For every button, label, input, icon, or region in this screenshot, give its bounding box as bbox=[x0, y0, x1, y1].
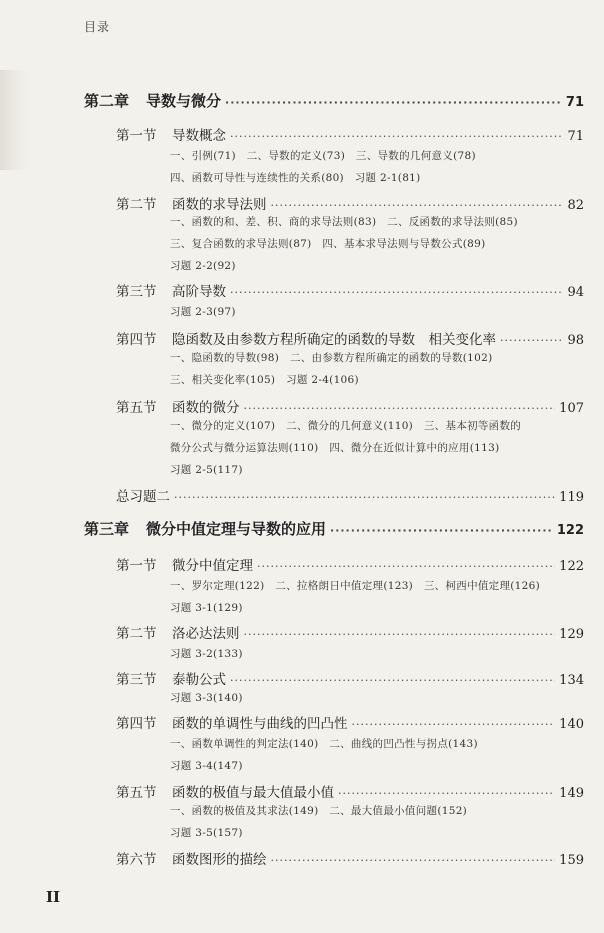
toc-subtopics: 习题 3-3(140) bbox=[170, 692, 243, 704]
entry-label: 第四节 bbox=[116, 716, 157, 732]
page-folio: II bbox=[46, 888, 61, 906]
dot-leader bbox=[271, 199, 564, 212]
entry-label: 第六节 bbox=[116, 852, 157, 868]
entry-title: 微分中值定理 bbox=[172, 558, 253, 574]
dot-leader bbox=[271, 854, 556, 867]
toc-section[interactable] bbox=[116, 712, 584, 732]
page-number: 98 bbox=[567, 333, 584, 348]
toc-subtopics: 习题 2-5(117) bbox=[170, 464, 243, 476]
entry-title: 导数概念 bbox=[172, 128, 226, 144]
toc-subtopics: 微分公式与微分运算法则(110) 四、微分在近似计算中的应用(113) bbox=[170, 442, 500, 454]
entry-label: 第三章 bbox=[84, 520, 130, 538]
toc-subtopics: 习题 3-4(147) bbox=[170, 760, 243, 772]
toc-subtopics: 三、复合函数的求导法则(87) 四、基本求导法则与导数公式(89) bbox=[170, 238, 486, 250]
dot-leader bbox=[174, 491, 555, 504]
page-number: 94 bbox=[567, 285, 584, 300]
toc-section[interactable] bbox=[116, 781, 584, 801]
toc-subtopics: 习题 2-2(92) bbox=[170, 260, 236, 272]
entry-title: 函数的单调性与曲线的凹凸性 bbox=[172, 716, 348, 732]
toc-subtopics: 一、隐函数的导数(98) 二、由参数方程所确定的函数的导数(102) bbox=[170, 352, 493, 364]
entry-label: 第五节 bbox=[116, 400, 157, 416]
toc-section[interactable] bbox=[116, 554, 584, 574]
page-number: 159 bbox=[559, 853, 584, 868]
entry-label: 第二节 bbox=[116, 197, 157, 213]
dot-leader bbox=[244, 628, 556, 641]
entry-title: 洛必达法则 bbox=[172, 626, 240, 642]
toc-subtopics: 一、微分的定义(107) 二、微分的几何意义(110) 三、基本初等函数的 bbox=[170, 420, 522, 432]
dot-leader bbox=[244, 402, 556, 415]
page-number: 129 bbox=[559, 627, 584, 642]
toc-subtopics: 习题 2-3(97) bbox=[170, 306, 236, 318]
toc-section[interactable] bbox=[116, 124, 584, 144]
entry-title: 导数与微分 bbox=[146, 92, 222, 110]
dot-leader bbox=[230, 130, 563, 143]
toc-subtopics: 习题 3-1(129) bbox=[170, 602, 243, 614]
entry-title: 函数图形的描绘 bbox=[172, 852, 267, 868]
toc-chapter[interactable] bbox=[84, 90, 584, 111]
entry-label: 第五节 bbox=[116, 785, 157, 801]
dot-leader bbox=[257, 560, 555, 573]
dot-leader bbox=[230, 286, 563, 299]
page-number: 82 bbox=[567, 198, 584, 213]
entry-label: 第二章 bbox=[84, 92, 130, 110]
dot-leader bbox=[330, 524, 553, 537]
entry-title: 泰勒公式 bbox=[172, 672, 226, 688]
toc-subtopics: 一、函数的和、差、积、商的求导法则(83) 二、反函数的求导法则(85) bbox=[170, 216, 518, 228]
entry-title: 函数的极值与最大值最小值 bbox=[172, 785, 334, 801]
entry-label: 第二节 bbox=[116, 626, 157, 642]
entry-title: 隐函数及由参数方程所确定的函数的导数 相关变化率 bbox=[172, 332, 496, 348]
toc-subtopics: 四、函数可导性与连续性的关系(80) 习题 2-1(81) bbox=[170, 172, 421, 184]
page-number: 119 bbox=[559, 490, 584, 505]
entry-label: 第一节 bbox=[116, 558, 157, 574]
page-number: 71 bbox=[565, 95, 584, 110]
page-number: 122 bbox=[559, 559, 584, 574]
toc-section[interactable] bbox=[116, 622, 584, 642]
toc-subtopics: 习题 3-2(133) bbox=[170, 648, 243, 660]
toc-section[interactable] bbox=[116, 280, 584, 300]
page-number: 149 bbox=[559, 786, 584, 801]
entry-label: 第三节 bbox=[116, 284, 157, 300]
toc-subtopics: 一、函数单调性的判定法(140) 二、曲线的凹凸性与拐点(143) bbox=[170, 738, 478, 750]
page-number: 107 bbox=[559, 401, 584, 416]
toc-section[interactable] bbox=[116, 668, 584, 688]
page-number: 134 bbox=[559, 673, 584, 688]
toc-chapter[interactable] bbox=[84, 518, 584, 539]
dot-leader bbox=[500, 334, 563, 347]
toc-section[interactable] bbox=[116, 396, 584, 416]
entry-title: 微分中值定理与导数的应用 bbox=[146, 520, 327, 538]
entry-title: 高阶导数 bbox=[172, 284, 226, 300]
toc-subtopics: 一、罗尔定理(122) 二、拉格朗日中值定理(123) 三、柯西中值定理(126) bbox=[170, 580, 541, 592]
entry-label: 第四节 bbox=[116, 332, 157, 348]
toc-subtopics: 习题 3-5(157) bbox=[170, 827, 243, 839]
toc-subtopics: 一、函数的极值及其求法(149) 二、最大值最小值问题(152) bbox=[170, 805, 468, 817]
toc-section[interactable] bbox=[116, 485, 584, 505]
entry-label: 总习题二 bbox=[116, 489, 170, 505]
toc-subtopics: 三、相关变化率(105) 习题 2-4(106) bbox=[170, 374, 359, 386]
toc-section[interactable] bbox=[116, 328, 584, 348]
running-header: 目录 bbox=[84, 20, 111, 34]
toc-section[interactable] bbox=[116, 193, 584, 213]
toc-subtopics: 一、引例(71) 二、导数的定义(73) 三、导数的几何意义(78) bbox=[170, 150, 476, 162]
entry-label: 第一节 bbox=[116, 128, 157, 144]
entry-title: 函数的微分 bbox=[172, 400, 240, 416]
dot-leader bbox=[352, 718, 556, 731]
entry-label: 第三节 bbox=[116, 672, 157, 688]
page-number: 71 bbox=[567, 129, 584, 144]
page-number: 122 bbox=[556, 523, 584, 538]
toc-section[interactable] bbox=[116, 848, 584, 868]
page-number: 140 bbox=[559, 717, 584, 732]
entry-title: 函数的求导法则 bbox=[172, 197, 267, 213]
dot-leader bbox=[225, 96, 562, 109]
dot-leader bbox=[338, 787, 555, 800]
dot-leader bbox=[230, 674, 555, 687]
